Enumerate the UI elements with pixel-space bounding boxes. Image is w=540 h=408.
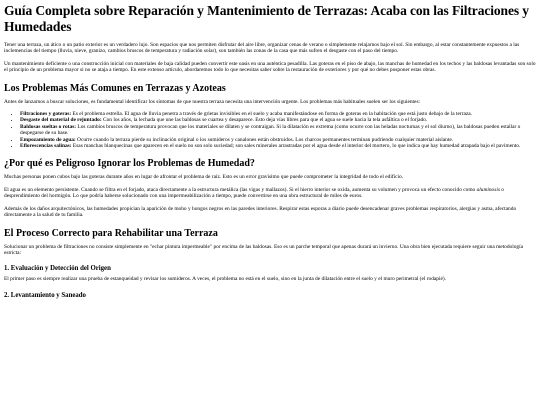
list-item [20, 124, 536, 137]
section-heading-process: El Proceso Correcto para Rehabilitar una Terraza [4, 227, 218, 239]
dangers-paragraph-2 [4, 187, 536, 200]
list-item-text: Es el problema estrella. El agua de lluvia penetra a través de grietas invisibles en el suelo y acaba manifestándose en forma de goteras en la habitación que está justo debajo de la terraza. [71, 111, 473, 118]
list-item-text: Con los años, la lechada que une las baldosas se cuartea y desaparece. Esto deja vías libres para que el agua se suele hacia la tela asfáltica o el forjado. [101, 117, 428, 124]
list-item-term: Baldosas sueltas o rotas: [20, 123, 77, 130]
problems-lead-paragraph: Antes de lanzarnos a buscar soluciones, es fundamental identificar los síntomas de que nuestra terraza necesita una intervención urgente. Los problemas más habituales suelen ser los siguientes: [4, 98, 421, 105]
list-item [20, 143, 536, 149]
aluminosis-term: aluminosis [476, 186, 500, 193]
page-title: Guía Completa sobre Reparación y Mantenimiento de Terrazas: Acaba con las Filtraciones y Humedades [4, 3, 529, 34]
step-paragraph-evaluation: El primer paso es siempre realizar una prueba de estanqueidad y revisar los sumideros. A veces, el problema no está en el suelo, sino en la junta de dilatación entre el suelo y el muro perimetral (el rodapié). [4, 276, 447, 283]
process-paragraph-1: Solucionar un problema de filtraciones no consiste simplemente en "echar pintura impermeable" por encima de las baldosas. Eso es un parche temporal que apenas durará un invierno. Una obra bien ejecutada requiere seguir una metodología estricta: [4, 243, 524, 256]
section-heading-dangers: ¿Por qué es Peligroso Ignorar los Problemas de Humedad? [4, 158, 255, 170]
list-item-term: Empozamiento de agua: [20, 136, 76, 143]
list-item-text: Los cambios bruscos de temperatura provocan que los materiales se dilaten y se contraigan. Si la dilatación es extrema (como ocurre con las heladas nocturnas y el sol diurno), las baldosas pueden estallar o despegarse de su base. [20, 123, 521, 137]
step-heading-evaluation: 1. Evaluación y Detección del Origen [4, 265, 111, 273]
dangers-paragraph-2-end: o desprendimiento del hormigón. Lo que podría haberse solucionado con una impermeabilización a tiempo, puede convertirse en una obra estructural de miles de euros. [4, 186, 504, 200]
list-item-text: Ocurre cuando la terraza pierde su inclinación original o los sumideros y canalones están obstruidos. Los charcos permanentes terminan pudriendo cualquier material aislante. [75, 136, 454, 143]
article [0, 3, 540, 300]
list-item-text: Esas manchas blanquecinas que aparecen en el suelo no son solo suciedad; son sales minerales arrastradas por el agua desde el interior del mortero, lo que indica que hay humedad atrapada bajo el pavimento. [71, 143, 521, 150]
dangers-paragraph-2-start: El agua es un elemento persistente. Cuando se filtra en el forjado, ataca directamente a la estructura metálica (las vigas y mallazos). Si el hierro interior se oxida, aumenta su volumen y provoca un efecto conocido como [4, 186, 477, 193]
intro-paragraph-2: Un mantenimiento deficiente o una construcción inicial con materiales de baja calidad pueden convertir este oasis en una auténtica pesadilla. Las goteras en el piso de abajo, las manchas de humedad en los techos y las baldosas levantadas son solo el principio de un problema mayor si no se ataja a tiempo. En este extenso artículo, abordaremos todo lo que necesitas saber sobre la restauración de exteriores y por qué no debes posponer estas obras. [4, 60, 536, 74]
problems-list [4, 111, 536, 149]
dangers-paragraph-3: Además de los daños arquitectónicos, las humedades propician la aparición de moho y hongos negros en las paredes interiores. Respirar estas esporas a diario puede desencadenar graves problemas respiratorios, alergias y asma, afectando directamente a la salud de tu familia. [4, 205, 517, 219]
list-item-term: Desgaste del material de rejuntado: [20, 117, 102, 124]
intro-paragraph-1: Tener una terraza, un ático o un patio exterior es un verdadero lujo. Son espacios que nos permiten disfrutar del aire libre, organizar cenas de verano o simplemente relajarnos bajo el sol. Sin embargo, al estar constantemente expuestos a las inclemencias del tiempo (lluvia, nieve, granizo, cambios bruscos de temperatura y radiación solar), son también las zonas de la casa que más sufren el desgaste con el paso del tiempo. [4, 42, 520, 55]
step-heading-removal: 2. Levantamiento y Saneado [4, 291, 86, 299]
list-item-term: Eflorescencias salinas: [20, 143, 72, 150]
section-heading-problems: Los Problemas Más Comunes en Terrazas y Azoteas [4, 82, 226, 94]
list-item-term: Filtraciones y goteras: [20, 111, 72, 118]
dangers-paragraph-1: Muchas personas ponen cubos bajo las goteras durante años en lugar de afrontar el problema de raíz. Esto es un error gravísimo que puede comprometer la integridad de todo el edificio. [4, 174, 404, 181]
